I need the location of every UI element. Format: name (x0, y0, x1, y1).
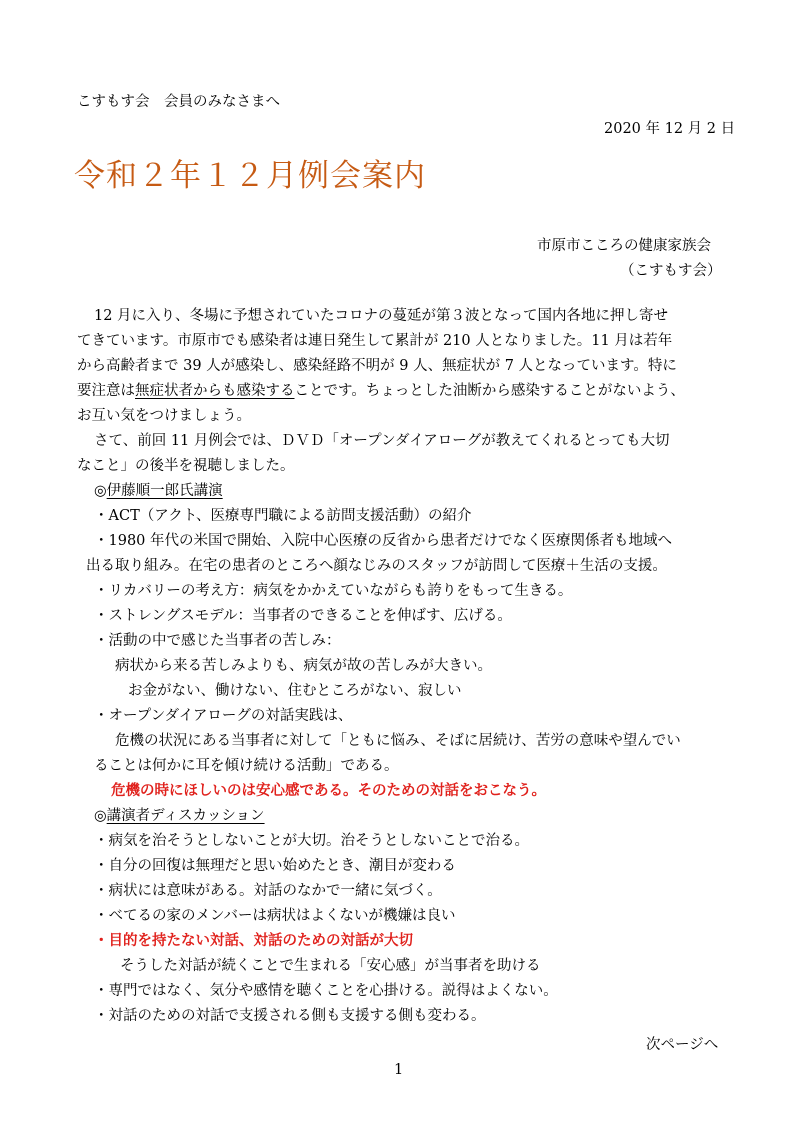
lecture-item: ることは何かに耳を傾け続ける活動」である。 (94, 758, 399, 774)
lecture-item: ・活動の中で感じた当事者の苦しみ： (94, 633, 341, 649)
document-date: 2020 年 12 月 2 日 (604, 121, 736, 137)
intro-underlined-phrase: 無症状者からも感染する (135, 383, 295, 399)
discussion-item: ・対話のための対話で支援される側も支援する側も変わる。 (94, 1008, 486, 1024)
discussion-red-item: ・目的を持たない対話、対話のための対話が大切 (94, 932, 413, 949)
page-number: 1 (394, 1062, 404, 1078)
lecture-item: お金がない、働けない、住むところがない、寂しい (128, 683, 462, 699)
recap-line-1: さて、前回 11 月例会では、ＤＶＤ「オープンダイアローグが教えてくれるとっても大切 (94, 433, 670, 449)
page-title: 令和２年１２月例会案内 (74, 158, 426, 194)
lecture-item: ・ACT（アクト、医療専門職による訪問支援活動）の紹介 (94, 508, 472, 524)
intro-line-4-post: ことです。ちょっとした油断から感染することがないよう、 (294, 383, 685, 399)
intro-line-1: 12 月に入り、冬場に予想されていたコロナの蔓延が第３波となって国内各地に押し寄せ (94, 308, 669, 324)
lecture-item: ・1980 年代の米国で開始、入院中心医療の反省から患者だけでなく医療関係者も地域へ (94, 533, 673, 549)
discussion-item: ・専門ではなく、気分や感情を聴くことを心掛ける。説得はよくない。 (94, 983, 558, 999)
lecture-item: ・オープンダイアローグの対話実践は、 (94, 708, 353, 724)
lecture-item: 危機の状況にある当事者に対して「ともに悩み、そばに居続け、苦労の意味や望んでい (115, 733, 681, 749)
discussion-item: ・べてるの家のメンバーは病状はよくないが機嫌は良い (94, 908, 456, 924)
intro-line-4-pre: 要注意は (77, 383, 135, 399)
discussion-heading (94, 806, 265, 826)
discussion-item: ・病状には意味がある。対話のなかで一緒に気づく。 (94, 883, 442, 899)
recap-line-2: なこと」の後半を視聴しました。 (77, 458, 295, 474)
lecture-item: 病状から来る苦しみよりも、病気が故の苦しみが大きい。 (115, 658, 492, 674)
intro-line-4 (77, 381, 685, 401)
lecture-item: 出る取り組み。在宅の患者のところへ顔なじみのスタッフが訪問して医療＋生活の支援。 (86, 558, 667, 574)
discussion-heading-text: 講演者ディスカッション (106, 808, 265, 824)
discussion-item: そうした対話が続くことで生まれる「安心感」が当事者を助ける (120, 958, 541, 974)
lecture-heading (94, 481, 223, 501)
recipient-line: こすもす会 会員のみなさまへ (77, 94, 280, 110)
intro-line-3: から高齢者まで 39 人が感染し、感染経路不明が 9 人、無症状が 7 人となっています。特に (77, 358, 677, 374)
lecture-item: ・ストレングスモデル：当事者のできることを伸ばす、広げる。 (94, 608, 512, 624)
lecture-item: ・リカバリーの考え方：病気をかかえていながらも誇りをもって生きる。 (94, 583, 573, 599)
lecture-heading-text: 伊藤順一郎氏講演 (106, 483, 223, 499)
double-circle-mark: ◎ (94, 483, 107, 499)
discussion-item: ・病気を治そうとしないことが大切。治そうとしないことで治る。 (94, 833, 529, 849)
discussion-item: ・自分の回復は無理だと思い始めたとき、潮目が変わる (94, 858, 456, 874)
intro-line-5: お互い気をつけましょう。 (77, 408, 251, 424)
next-page-note: 次ページへ (646, 1037, 719, 1053)
lecture-emphasis: 危機の時にほしいのは安心感である。そのための対話をおこなう。 (111, 782, 546, 799)
double-circle-mark: ◎ (94, 808, 107, 824)
organization-short-name: （こすもす会） (620, 263, 722, 279)
intro-line-2: てきています。市原市でも感染者は連日発生して累計が 210 人となりました。11 月は若年 (77, 333, 673, 349)
organization-name: 市原市こころの健康家族会 (537, 238, 711, 254)
